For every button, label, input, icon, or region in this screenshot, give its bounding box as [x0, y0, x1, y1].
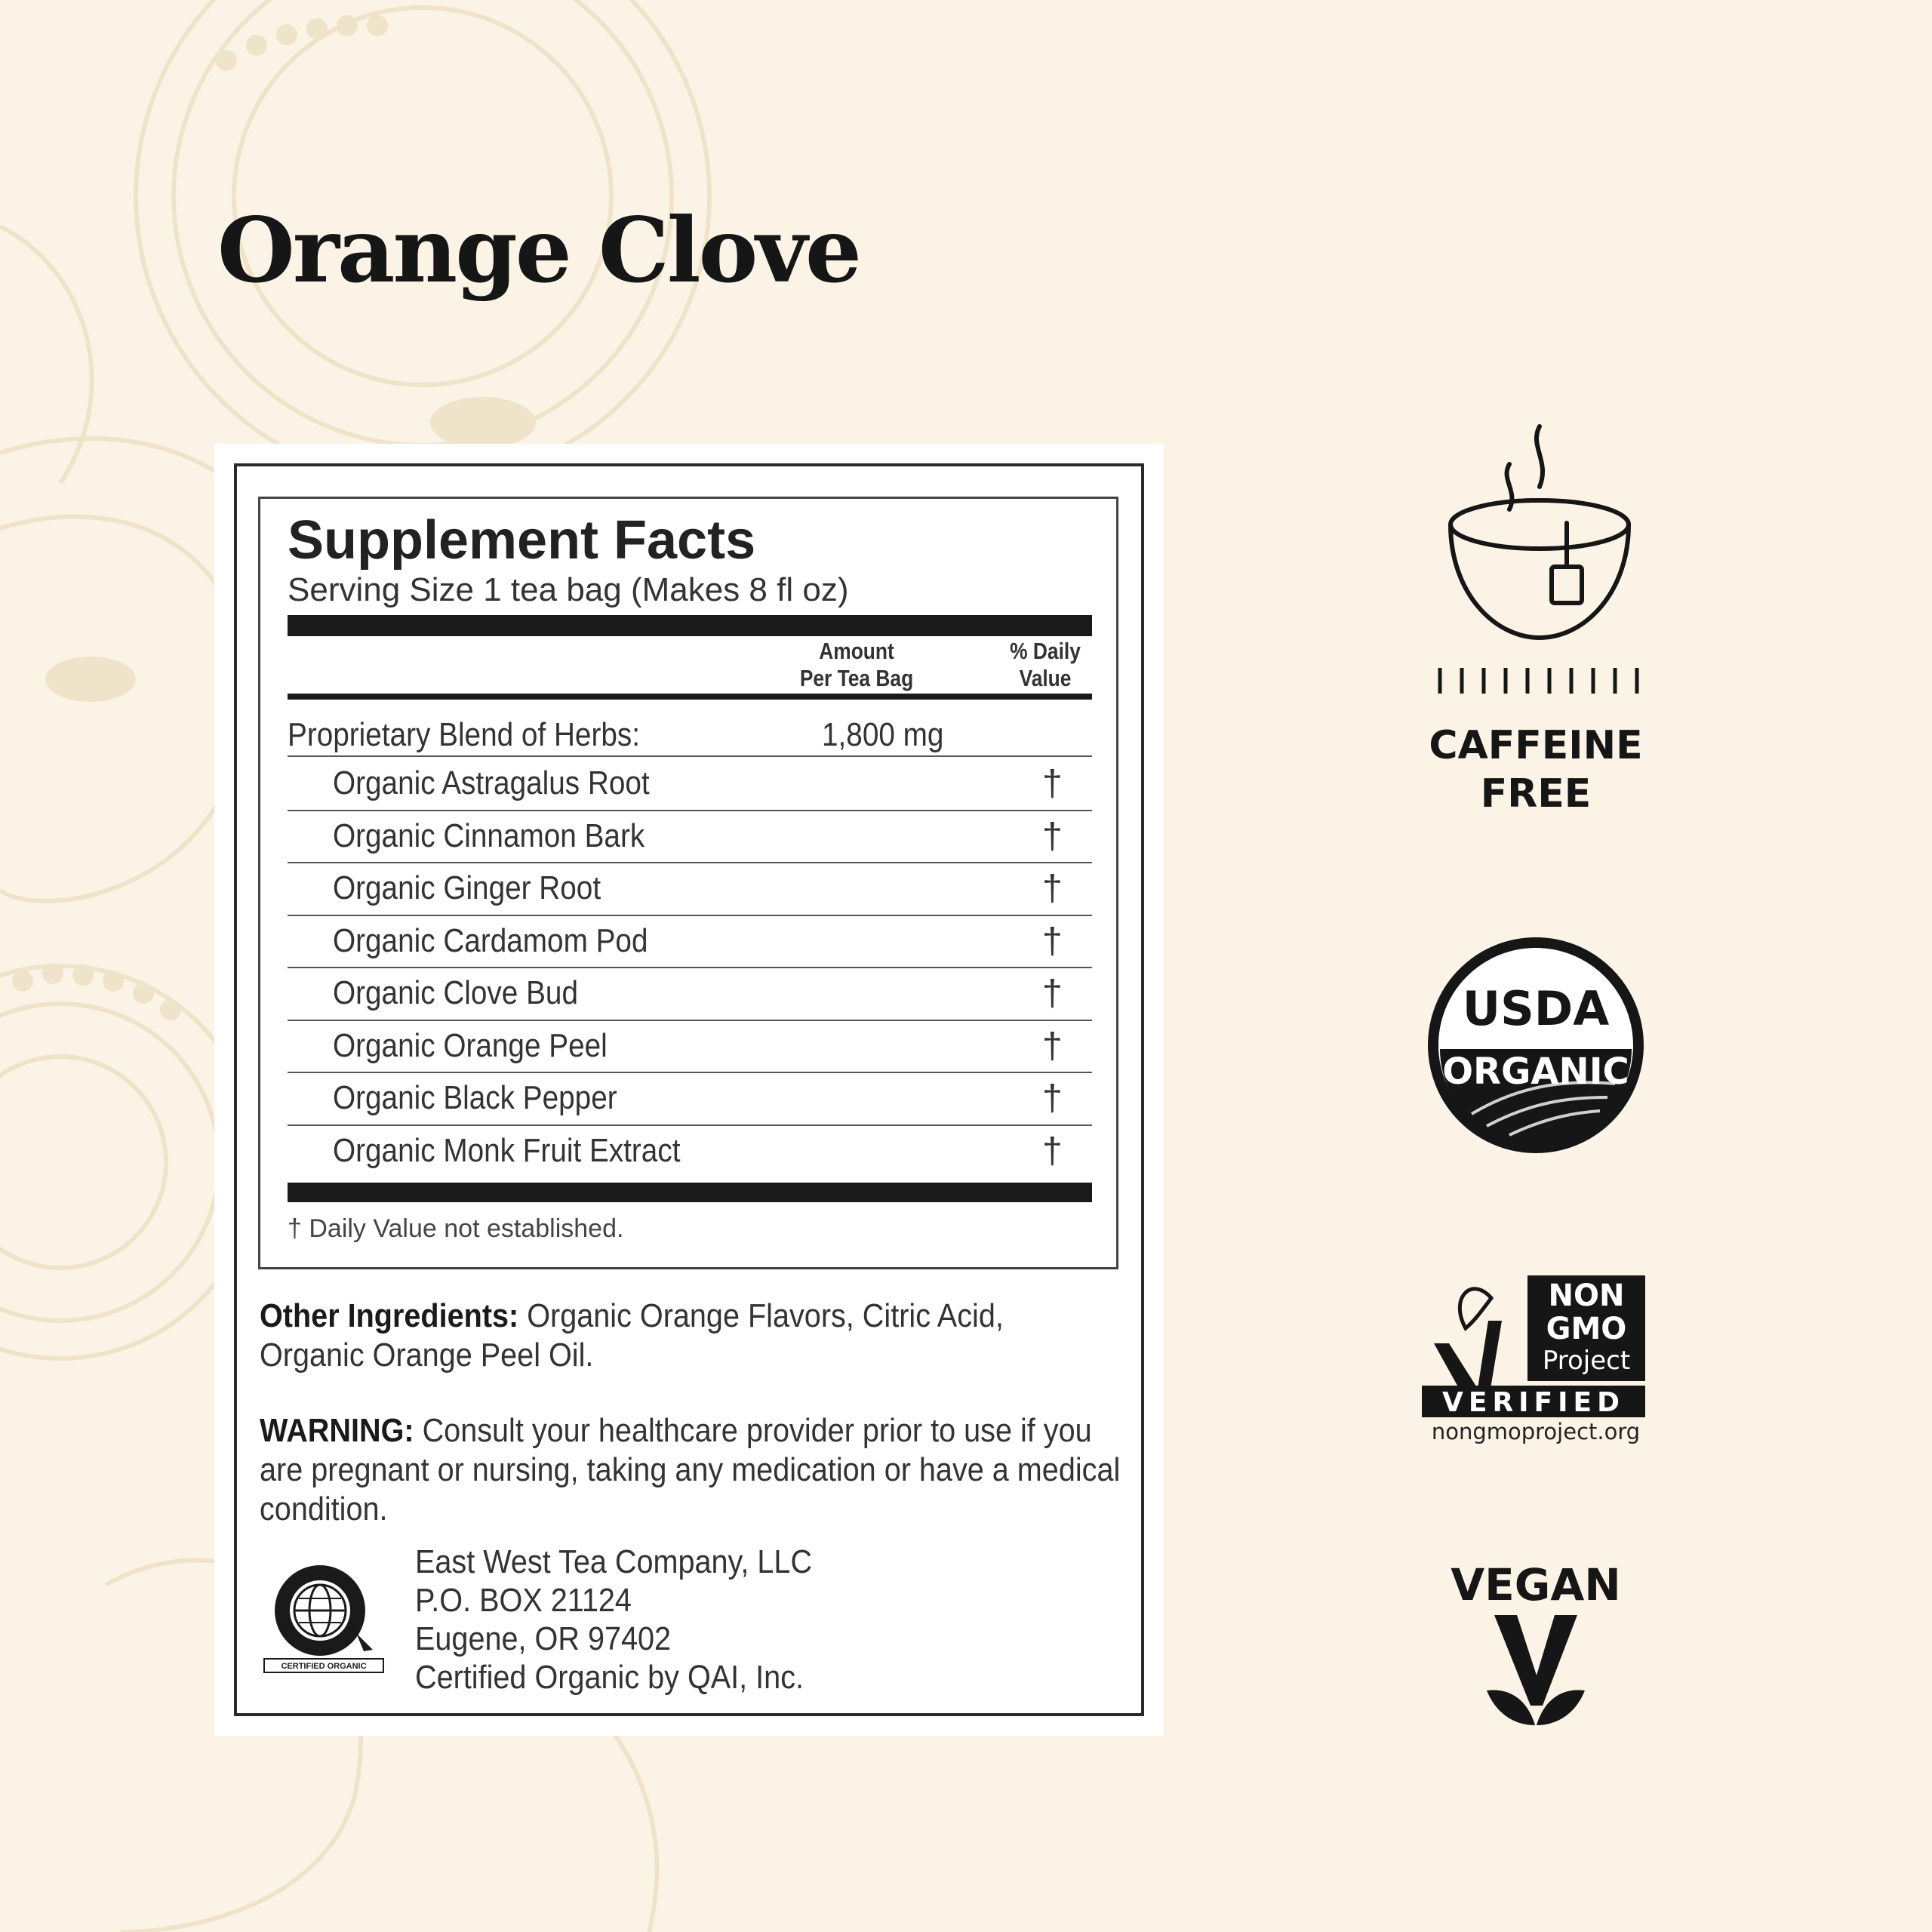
ingredient-list	[288, 758, 1092, 1178]
blend-label: Proprietary Blend of Herbs:	[288, 716, 641, 753]
table-row	[288, 968, 1092, 1021]
table-row	[288, 758, 1092, 811]
ingredient-name: Organic Cinnamon Bark	[333, 817, 645, 854]
serving-size: Serving Size 1 tea bag (Makes 8 fl oz)	[288, 571, 849, 608]
daily-value-mark: †	[1042, 974, 1063, 1014]
supplement-facts-heading: Supplement Facts	[288, 510, 756, 571]
other-ingredients-text: Organic Orange Flavors, Citric Acid, Organic Orange Peel Oil.	[260, 1297, 1004, 1374]
daily-value-mark: †	[1042, 764, 1063, 804]
table-row	[288, 1021, 1092, 1074]
usda-organic-seal-icon	[1426, 936, 1645, 1155]
svg-text:CERTIFIED ORGANIC: CERTIFIED ORGANIC	[281, 1662, 367, 1671]
ingredient-name: Organic Black Pepper	[333, 1079, 617, 1116]
warning-body: Consult your healthcare provider prior to use if you are pregnant or nursing, taking any medication or have a medical condition.	[260, 1412, 1121, 1527]
caffeine-free-label: CAFFEINE FREE	[1429, 723, 1643, 817]
warning-label: WARNING:	[260, 1412, 414, 1449]
organic-certification: Certified Organic by QAI, Inc.	[415, 1659, 804, 1696]
daily-value-mark: †	[1042, 869, 1063, 909]
svg-text:USDA: USDA	[1462, 981, 1610, 1036]
daily-value-mark: †	[1042, 1131, 1063, 1171]
non-gmo-url: nongmoproject.org	[1431, 1419, 1641, 1444]
daily-value-mark: †	[1042, 1026, 1063, 1066]
company-city: Eugene, OR 97402	[415, 1620, 672, 1657]
svg-text:NON: NON	[1548, 1278, 1625, 1313]
divider-bar	[288, 615, 1092, 636]
vegan-label: VEGAN	[1451, 1559, 1621, 1611]
company-po-box: P.O. BOX 21124	[415, 1582, 632, 1619]
warning-text	[260, 1411, 1136, 1529]
daily-value-mark: †	[1042, 816, 1063, 857]
supplement-label-card	[214, 444, 1164, 1736]
ingredient-name: Organic Ginger Root	[333, 869, 601, 906]
table-row	[288, 916, 1092, 969]
table-row	[288, 1126, 1092, 1179]
tea-cup-icon	[1434, 419, 1645, 698]
vegan-leaf-v-icon	[1487, 1615, 1585, 1728]
other-ingredients	[260, 1297, 1102, 1375]
supplement-facts-box	[258, 497, 1118, 1269]
other-ingredients-label: Other Ingredients:	[260, 1297, 519, 1334]
qai-certified-organic-logo	[260, 1561, 388, 1674]
proprietary-blend-row	[288, 716, 1092, 757]
table-row	[288, 863, 1092, 916]
svg-text:GMO: GMO	[1546, 1312, 1627, 1346]
product-title: Orange Clove	[217, 198, 860, 303]
daily-value-footnote: † Daily Value not established.	[288, 1214, 624, 1243]
table-row	[288, 1073, 1092, 1126]
daily-value-mark: †	[1042, 1078, 1063, 1118]
svg-text:VERIFIED: VERIFIED	[1441, 1387, 1626, 1418]
daily-value-mark: †	[1042, 921, 1063, 961]
ingredient-name: Organic Orange Peel	[333, 1026, 608, 1064]
blend-amount: 1,800 mg	[822, 716, 944, 753]
ingredient-name: Organic Monk Fruit Extract	[333, 1131, 681, 1169]
svg-text:ORGANIC: ORGANIC	[1442, 1051, 1629, 1093]
table-row	[288, 811, 1092, 864]
company-name: East West Tea Company, LLC	[415, 1543, 813, 1580]
divider-bar	[288, 694, 1092, 700]
column-header-daily-value: % Daily Value	[1010, 638, 1081, 691]
column-header-amount: Amount Per Tea Bag	[799, 638, 914, 691]
ingredient-name: Organic Clove Bud	[333, 974, 578, 1011]
divider-bar	[288, 1183, 1092, 1202]
company-address	[415, 1543, 812, 1697]
svg-text:Project: Project	[1542, 1346, 1631, 1376]
ingredient-name: Organic Cardamom Pod	[333, 921, 648, 959]
ingredient-name: Organic Astragalus Root	[333, 764, 650, 801]
